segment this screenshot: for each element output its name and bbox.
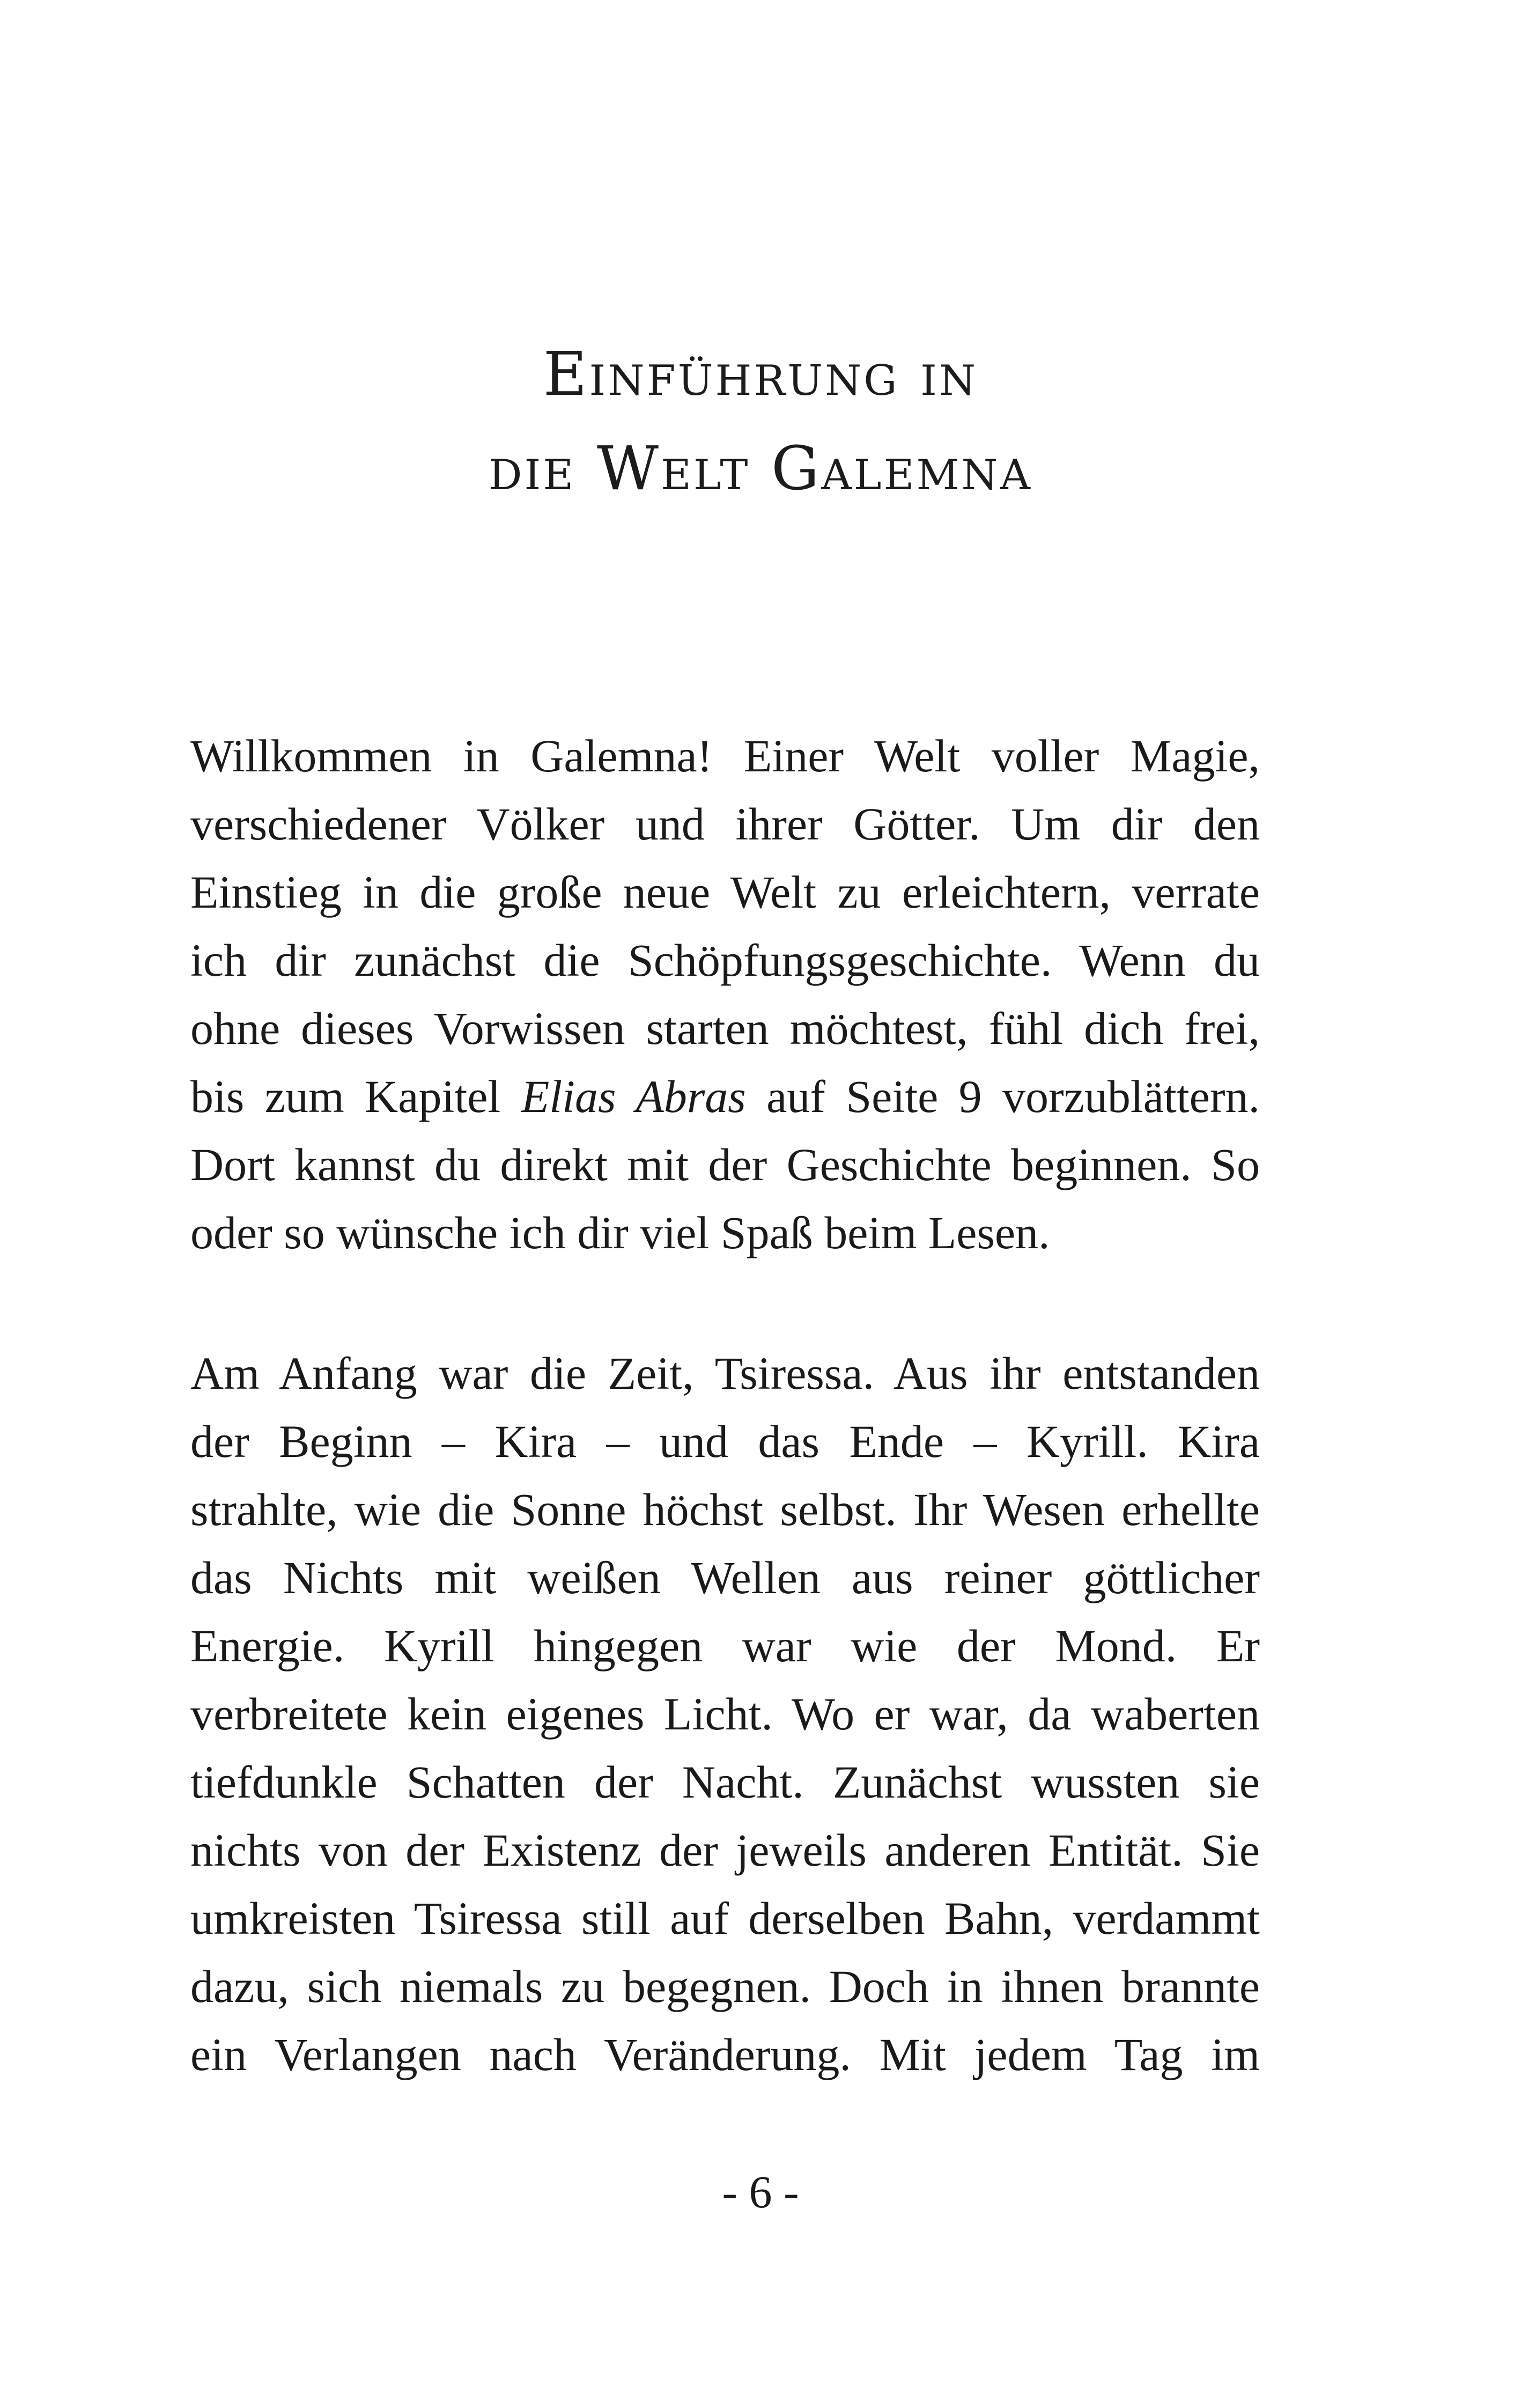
text-line: Dort kannst du direkt mit der Geschichte beginnen. So <box>190 1139 1260 1190</box>
page-number: - 6 - <box>722 2166 799 2218</box>
text-line-with-chapter-reference <box>190 1063 1260 1131</box>
text-line: Am Anfang war die Zeit, Tsiressa. Aus ihr entstanden <box>190 1347 1260 1399</box>
intro-paragraph <box>190 722 1260 1267</box>
text-line: umkreisten Tsiressa still auf derselben Bahn, verdammt <box>190 1892 1260 1944</box>
chapter-reference: Elias Abras <box>521 1071 746 1122</box>
chapter-title-line-1: Einführung in <box>543 340 978 409</box>
text-line: oder so wünsche ich dir viel Spaß beim Lesen. <box>190 1207 1050 1258</box>
text-line: tiefdunkle Schatten der Nacht. Zunächst wussten sie <box>190 1756 1260 1808</box>
text-line: ein Verlangen nach Veränderung. Mit jedem Tag im <box>190 2029 1260 2080</box>
text-line: der Beginn – Kira – und das Ende – Kyrill. Kira <box>190 1416 1260 1467</box>
text-line: Einstieg in die große neue Welt zu erleichtern, verrate <box>190 866 1260 918</box>
creation-story-paragraph <box>190 1339 1260 2089</box>
text-line: verschiedener Völker und ihrer Götter. Um dir den <box>190 798 1260 850</box>
text-line: Willkommen in Galemna! Einer Welt voller Magie, <box>190 730 1260 782</box>
text-line: strahlte, wie die Sonne höchst selbst. Ihr Wesen erhellte <box>190 1484 1260 1535</box>
text-line: Energie. Kyrill hingegen war wie der Mond. Er <box>190 1620 1260 1671</box>
chapter-title <box>0 327 1521 516</box>
text-line: verbreitete kein eigenes Licht. Wo er war, da waberten <box>190 1688 1260 1740</box>
chapter-title-line-2: die Welt Galemna <box>489 434 1032 504</box>
text-line: dazu, sich niemals zu begegnen. Doch in ihnen brannte <box>190 1961 1260 2012</box>
text-line: ich dir zunächst die Schöpfungsgeschichte. Wenn du <box>190 934 1260 986</box>
text-line: nichts von der Existenz der jeweils anderen Entität. Sie <box>190 1824 1260 1876</box>
text-line: das Nichts mit weißen Wellen aus reiner göttlicher <box>190 1552 1260 1603</box>
text-line: ohne dieses Vorwissen starten möchtest, fühl dich frei, <box>190 1003 1260 1054</box>
text-fragment: auf Seite 9 vorzublättern. <box>745 1071 1260 1122</box>
text-fragment: bis zum Kapitel <box>190 1071 521 1122</box>
